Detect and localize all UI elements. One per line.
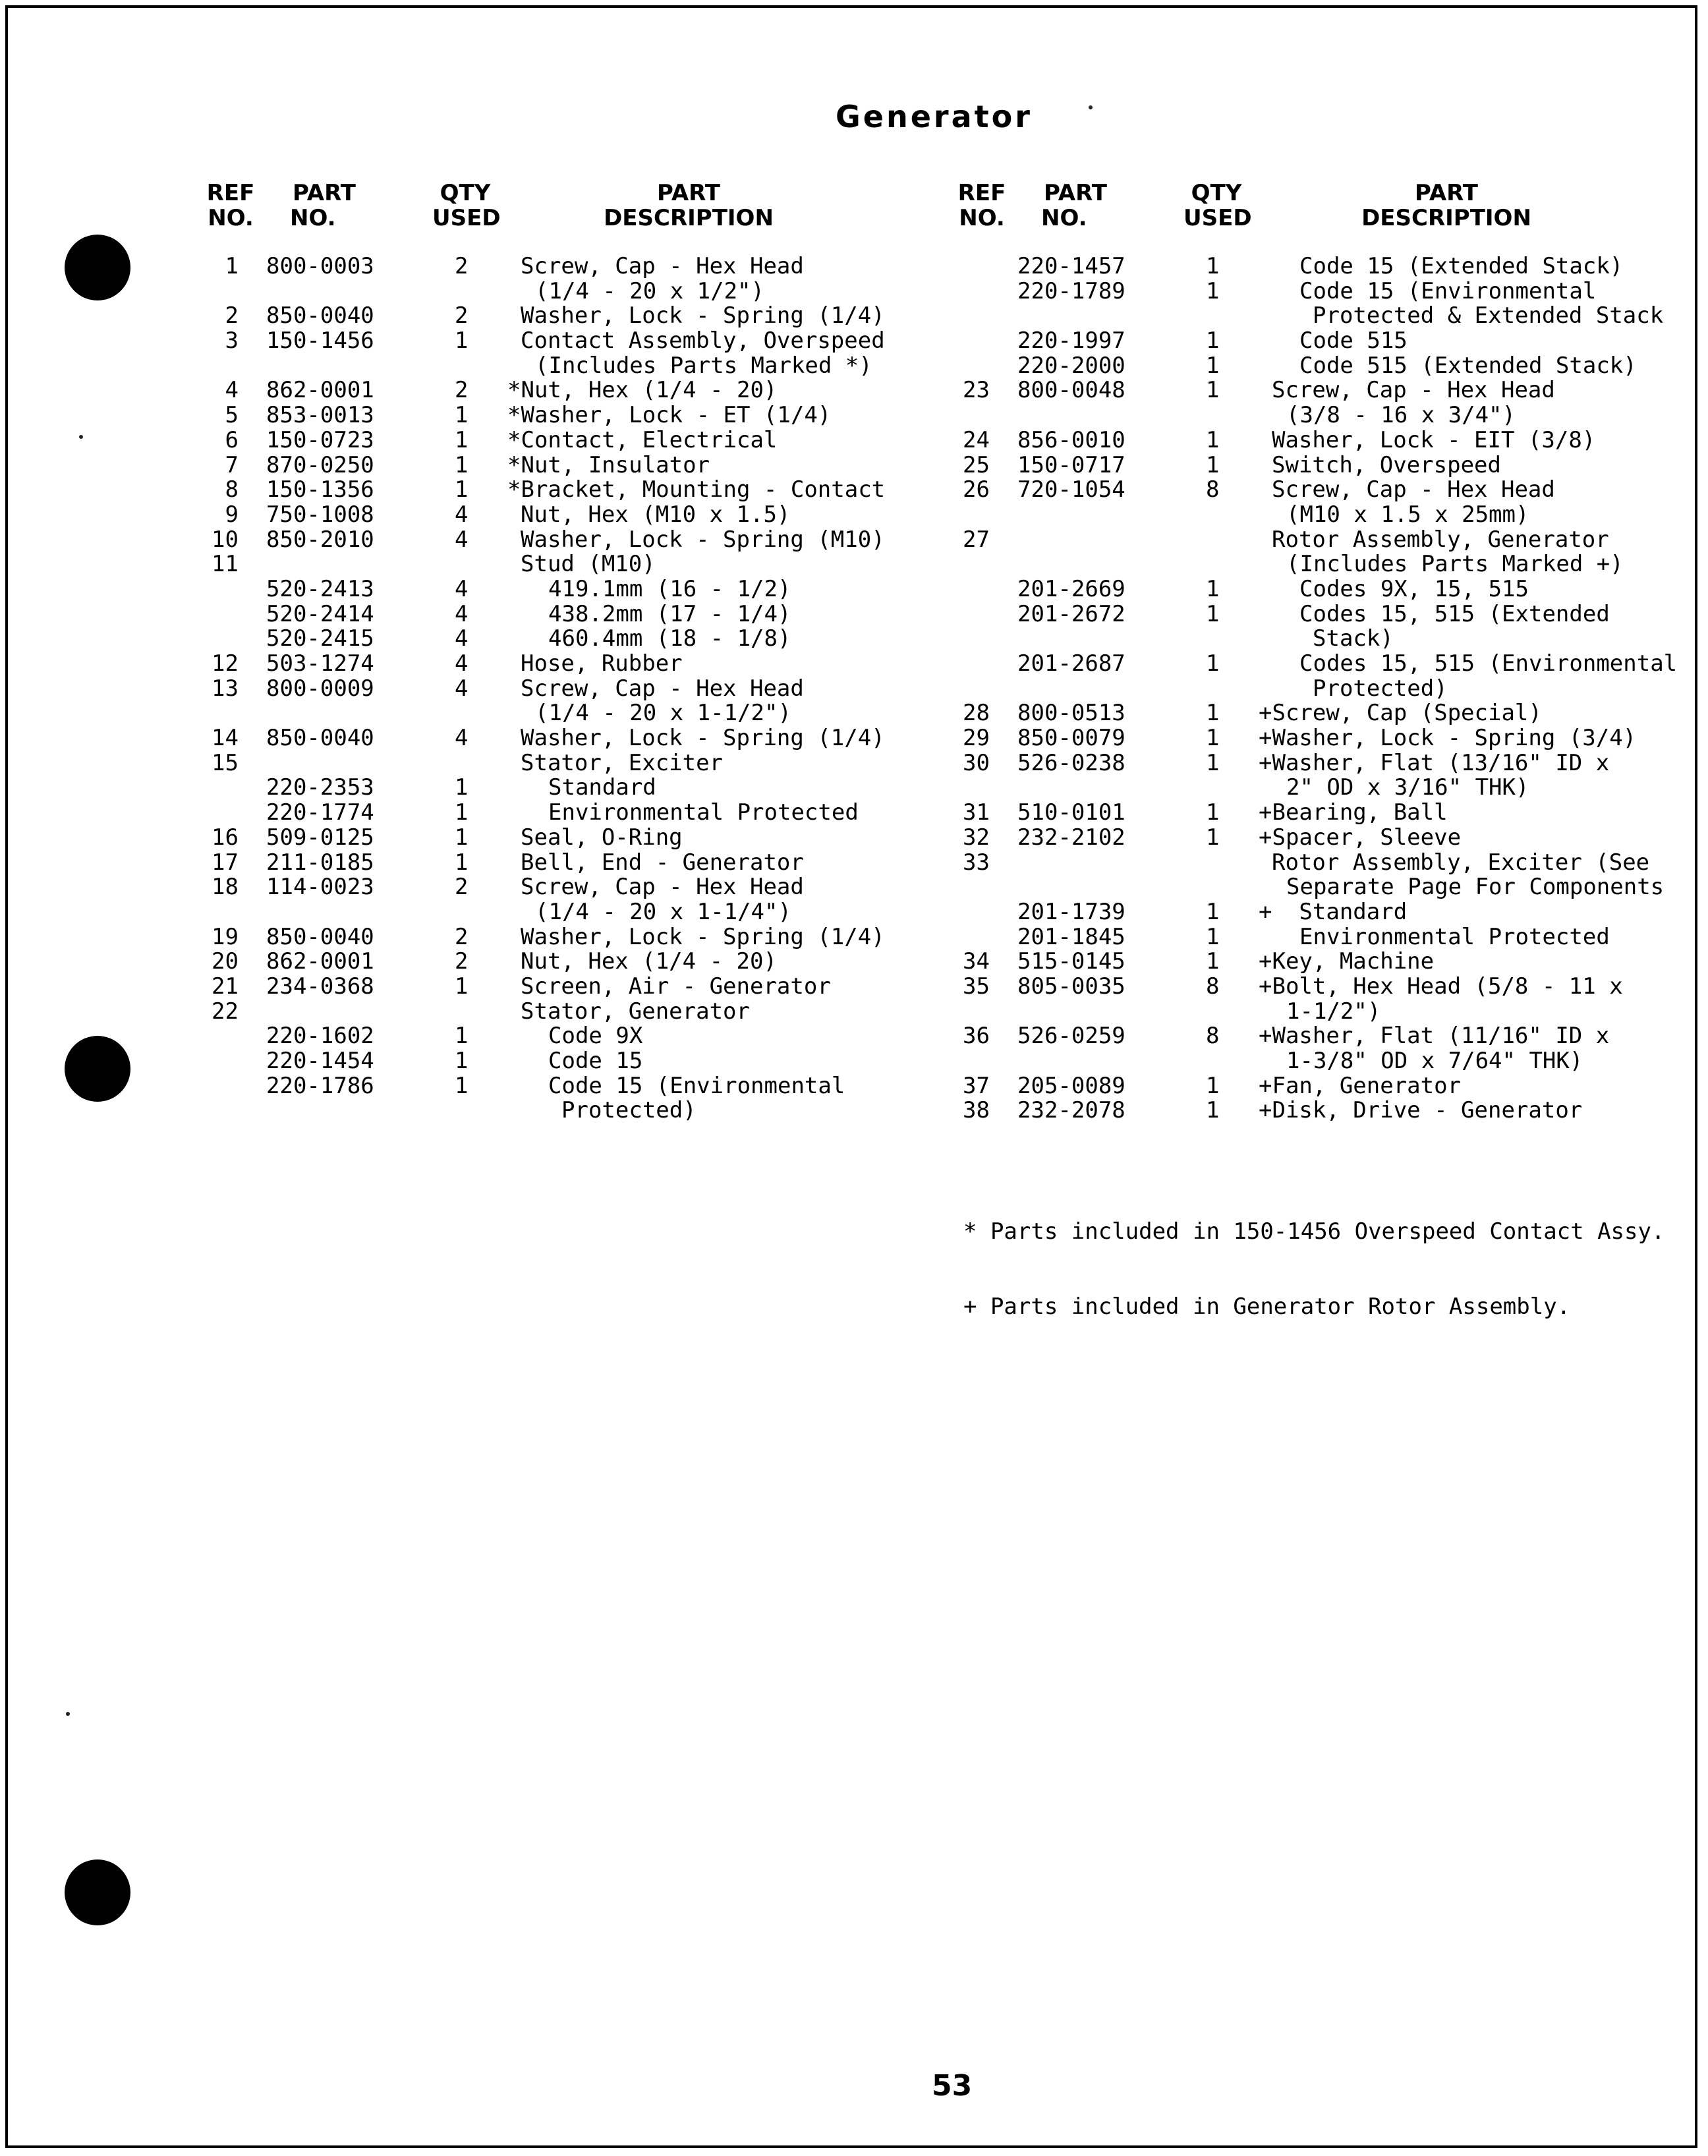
- ref-no-cell: 34: [963, 948, 990, 975]
- ref-no-cell: 36: [963, 1023, 990, 1050]
- qty-used-cell: 1: [1206, 650, 1220, 677]
- description-cell: Code 15 (Extended Stack): [1299, 253, 1624, 279]
- qty-used-cell: 4: [455, 625, 469, 652]
- table-row: [949, 776, 1687, 801]
- ref-no-cell: 23: [963, 377, 990, 404]
- description-cell: Rotor Assembly, Exciter (See: [1272, 849, 1650, 876]
- ref-no-cell: 35: [963, 973, 990, 1000]
- ref-no-cell: 29: [963, 725, 990, 752]
- qty-used-cell: 1: [455, 1048, 469, 1074]
- description-cell: Washer, Lock - EIT (3/8): [1272, 426, 1596, 453]
- description-cell: Environmental Protected: [548, 799, 859, 826]
- description-cell: Switch, Overspeed: [1272, 451, 1501, 478]
- description-cell: Nut, Hex (1/4 - 20): [521, 948, 777, 975]
- header-desc-left: PART DESCRIPTION: [604, 180, 774, 231]
- description-cell: Codes 15, 515 (Environmental: [1299, 650, 1678, 677]
- parts-list-right: [949, 254, 1687, 1123]
- description-cell: Washer, Lock - Spring (M10): [521, 526, 885, 553]
- description-cell: Screw, Cap - Hex Head: [521, 874, 804, 901]
- part-no-cell: 201-2672: [1017, 600, 1125, 627]
- table-row: [949, 1098, 1687, 1123]
- table-row: [949, 1000, 1687, 1025]
- description-cell: Washer, Lock - Spring (1/4): [521, 923, 885, 950]
- ref-no-cell: 17: [212, 849, 239, 876]
- header-ref-right: REF NO.: [957, 180, 1006, 231]
- table-row: [198, 279, 909, 304]
- table-row: [949, 552, 1687, 577]
- part-no-cell: 520-2415: [266, 625, 374, 652]
- qty-used-cell: 1: [1206, 948, 1220, 975]
- table-row: [949, 652, 1687, 677]
- description-cell: (3/8 - 16 x 3/4"): [1286, 402, 1516, 429]
- ref-no-cell: 20: [212, 948, 239, 975]
- description-cell: +Disk, Drive - Generator: [1259, 1097, 1583, 1124]
- part-no-cell: 150-0717: [1017, 451, 1125, 478]
- part-no-cell: 220-1997: [1017, 327, 1125, 355]
- table-row: [198, 851, 909, 876]
- part-no-cell: 520-2414: [266, 600, 374, 627]
- part-no-cell: 220-2353: [266, 774, 374, 801]
- description-cell: Environmental Protected: [1299, 923, 1610, 950]
- description-cell: +Bearing, Ball: [1259, 799, 1448, 826]
- qty-used-cell: 2: [455, 874, 469, 901]
- page-title: Generator: [836, 99, 1033, 134]
- part-no-cell: 150-1356: [266, 476, 374, 503]
- table-row: [198, 329, 909, 354]
- binder-hole-bottom: [65, 1859, 130, 1925]
- part-no-cell: 220-2000: [1017, 352, 1125, 379]
- table-row: [198, 652, 909, 677]
- header-qty-right: QTY USED: [1183, 180, 1252, 231]
- description-cell: (1/4 - 20 x 1-1/2"): [535, 700, 791, 727]
- description-cell: 1-1/2"): [1286, 998, 1381, 1025]
- table-row: [198, 726, 909, 751]
- description-cell: *Bracket, Mounting - Contact: [507, 476, 886, 503]
- description-cell: (Includes Parts Marked *): [535, 352, 872, 379]
- table-row: [949, 453, 1687, 478]
- ref-no-cell: 1: [225, 253, 239, 279]
- description-cell: +Bolt, Hex Head (5/8 - 11 x: [1259, 973, 1623, 1000]
- table-row: [949, 826, 1687, 851]
- part-no-cell: 750-1008: [266, 501, 374, 528]
- part-no-cell: 201-1845: [1017, 923, 1125, 950]
- qty-used-cell: 2: [455, 253, 469, 279]
- description-cell: Standard: [548, 774, 656, 801]
- ref-no-cell: 19: [212, 923, 239, 950]
- header-desc-right: PART DESCRIPTION: [1361, 180, 1531, 231]
- part-no-cell: 850-0040: [266, 923, 374, 950]
- qty-used-cell: 1: [455, 774, 469, 801]
- table-row: [198, 677, 909, 702]
- table-row: [949, 478, 1687, 503]
- qty-used-cell: 1: [1206, 898, 1220, 925]
- description-cell: Nut, Hex (M10 x 1.5): [521, 501, 791, 528]
- header-ref-left: REF NO.: [206, 180, 255, 231]
- qty-used-cell: 4: [455, 675, 469, 702]
- table-row: [949, 254, 1687, 279]
- part-no-cell: 232-2078: [1017, 1097, 1125, 1124]
- description-cell: Contact Assembly, Overspeed: [521, 327, 885, 355]
- description-cell: (M10 x 1.5 x 25mm): [1286, 501, 1529, 528]
- qty-used-cell: 1: [455, 451, 469, 478]
- description-cell: Code 15 (Environmental: [548, 1072, 845, 1099]
- ref-no-cell: 2: [225, 302, 239, 329]
- table-row: [949, 701, 1687, 726]
- table-row: [949, 354, 1687, 379]
- description-cell: Stator, Generator: [521, 998, 750, 1025]
- qty-used-cell: 1: [455, 849, 469, 876]
- qty-used-cell: 1: [1206, 799, 1220, 826]
- part-no-cell: 870-0250: [266, 451, 374, 478]
- part-no-cell: 850-0040: [266, 725, 374, 752]
- table-row: [949, 851, 1687, 876]
- part-no-cell: 850-2010: [266, 526, 374, 553]
- description-cell: Screw, Cap - Hex Head: [1272, 476, 1555, 503]
- scan-speck: [66, 1712, 70, 1716]
- ref-no-cell: 28: [963, 700, 990, 727]
- part-no-cell: 220-1602: [266, 1023, 374, 1050]
- qty-used-cell: 1: [455, 824, 469, 851]
- part-no-cell: 201-2687: [1017, 650, 1125, 677]
- table-row: [198, 701, 909, 726]
- ref-no-cell: 32: [963, 824, 990, 851]
- qty-used-cell: 1: [455, 973, 469, 1000]
- description-cell: Code 15 (Environmental: [1299, 277, 1597, 304]
- description-cell: (1/4 - 20 x 1-1/4"): [535, 898, 791, 925]
- qty-used-cell: 1: [455, 327, 469, 355]
- qty-used-cell: 1: [1206, 327, 1220, 355]
- description-cell: Protected): [1313, 675, 1448, 702]
- table-row: [198, 776, 909, 801]
- table-row: [198, 478, 909, 503]
- part-no-cell: 520-2413: [266, 575, 374, 602]
- table-row: [949, 726, 1687, 751]
- table-row: [949, 925, 1687, 950]
- qty-used-cell: 1: [1206, 824, 1220, 851]
- table-row: [198, 552, 909, 577]
- table-row: [198, 304, 909, 329]
- qty-used-cell: 2: [455, 923, 469, 950]
- table-row: [198, 950, 909, 975]
- ref-no-cell: 8: [225, 476, 239, 503]
- ref-no-cell: 3: [225, 327, 239, 355]
- qty-used-cell: 8: [1206, 1023, 1220, 1050]
- qty-used-cell: 1: [1206, 725, 1220, 752]
- part-no-cell: 234-0368: [266, 973, 374, 1000]
- table-row: [949, 304, 1687, 329]
- ref-no-cell: 38: [963, 1097, 990, 1124]
- ref-no-cell: 10: [212, 526, 239, 553]
- table-row: [949, 1024, 1687, 1049]
- part-no-cell: 526-0259: [1017, 1023, 1125, 1050]
- qty-used-cell: 1: [455, 476, 469, 503]
- table-row: [949, 627, 1687, 652]
- qty-used-cell: 1: [1206, 1097, 1220, 1124]
- description-cell: +Washer, Flat (13/16" ID x: [1259, 749, 1610, 776]
- table-row: [949, 1074, 1687, 1099]
- description-cell: (Includes Parts Marked +): [1286, 551, 1624, 578]
- description-cell: Separate Page For Components: [1286, 874, 1665, 901]
- qty-used-cell: 1: [1206, 426, 1220, 453]
- description-cell: *Nut, Insulator: [507, 451, 710, 478]
- ref-no-cell: 25: [963, 451, 990, 478]
- table-row: [949, 751, 1687, 776]
- description-cell: 460.4mm (18 - 1/8): [548, 625, 791, 652]
- part-no-cell: 805-0035: [1017, 973, 1125, 1000]
- header-qty-left: QTY USED: [432, 180, 501, 231]
- part-no-cell: 509-0125: [266, 824, 374, 851]
- qty-used-cell: 4: [455, 526, 469, 553]
- description-cell: Code 515 (Extended Stack): [1299, 352, 1637, 379]
- ref-no-cell: 16: [212, 824, 239, 851]
- table-row: [949, 279, 1687, 304]
- qty-used-cell: 1: [1206, 749, 1220, 776]
- table-row: [198, 503, 909, 528]
- part-no-cell: 220-1786: [266, 1072, 374, 1099]
- qty-used-cell: 1: [1206, 600, 1220, 627]
- table-row: [198, 254, 909, 279]
- description-cell: Code 515: [1299, 327, 1408, 355]
- table-row: [949, 975, 1687, 1000]
- description-cell: Screw, Cap - Hex Head: [1272, 377, 1555, 404]
- part-no-cell: 150-1456: [266, 327, 374, 355]
- table-row: [198, 354, 909, 379]
- ref-no-cell: 21: [212, 973, 239, 1000]
- part-no-cell: 220-1774: [266, 799, 374, 826]
- description-cell: +Spacer, Sleeve: [1259, 824, 1462, 851]
- table-row: [949, 1049, 1687, 1074]
- table-row: [198, 403, 909, 428]
- table-row: [949, 602, 1687, 627]
- footnote-asterisk: * Parts included in 150-1456 Overspeed Contact Assy.: [963, 1218, 1665, 1245]
- description-cell: *Contact, Electrical: [507, 426, 778, 453]
- part-no-cell: 503-1274: [266, 650, 374, 677]
- ref-no-cell: 26: [963, 476, 990, 503]
- description-cell: Bell, End - Generator: [521, 849, 804, 876]
- footnote-plus: + Parts included in Generator Rotor Assembly.: [963, 1293, 1571, 1320]
- ref-no-cell: 7: [225, 451, 239, 478]
- part-no-cell: 862-0001: [266, 948, 374, 975]
- table-row: [198, 577, 909, 602]
- ref-no-cell: 37: [963, 1072, 990, 1099]
- qty-used-cell: 4: [455, 650, 469, 677]
- qty-used-cell: 4: [455, 725, 469, 752]
- part-no-cell: 201-1739: [1017, 898, 1125, 925]
- qty-used-cell: 2: [455, 302, 469, 329]
- ref-no-cell: 33: [963, 849, 990, 876]
- part-no-cell: 720-1054: [1017, 476, 1125, 503]
- table-row: [949, 677, 1687, 702]
- table-row: [198, 1000, 909, 1025]
- part-no-cell: 232-2102: [1017, 824, 1125, 851]
- description-cell: Screw, Cap - Hex Head: [521, 675, 804, 702]
- qty-used-cell: 2: [455, 377, 469, 404]
- ref-no-cell: 24: [963, 426, 990, 453]
- table-row: [198, 1074, 909, 1099]
- description-cell: (1/4 - 20 x 1/2"): [535, 277, 764, 304]
- qty-used-cell: 4: [455, 600, 469, 627]
- table-row: [198, 428, 909, 453]
- description-cell: Stator, Exciter: [521, 749, 724, 776]
- qty-used-cell: 1: [455, 1072, 469, 1099]
- table-row: [949, 875, 1687, 900]
- part-no-cell: 862-0001: [266, 377, 374, 404]
- qty-used-cell: 1: [455, 402, 469, 429]
- description-cell: 1-3/8" OD x 7/64" THK): [1286, 1048, 1583, 1074]
- table-row: [949, 801, 1687, 826]
- qty-used-cell: 1: [1206, 1072, 1220, 1099]
- table-row: [198, 900, 909, 925]
- description-cell: Protected & Extended Stack: [1313, 302, 1664, 329]
- parts-list-left: [198, 254, 909, 1123]
- description-cell: +Washer, Lock - Spring (3/4): [1259, 725, 1637, 752]
- table-row: [198, 801, 909, 826]
- ref-no-cell: 18: [212, 874, 239, 901]
- description-cell: 2" OD x 3/16" THK): [1286, 774, 1529, 801]
- part-no-cell: 114-0023: [266, 874, 374, 901]
- description-cell: Stack): [1313, 625, 1394, 652]
- description-cell: Code 15: [548, 1048, 643, 1074]
- binder-hole-top: [65, 235, 130, 300]
- description-cell: 419.1mm (16 - 1/2): [548, 575, 791, 602]
- description-cell: 438.2mm (17 - 1/4): [548, 600, 791, 627]
- description-cell: +Key, Machine: [1259, 948, 1435, 975]
- description-cell: Protected): [561, 1097, 697, 1124]
- description-cell: *Washer, Lock - ET (1/4): [507, 402, 832, 429]
- qty-used-cell: 1: [1206, 575, 1220, 602]
- ref-no-cell: 12: [212, 650, 239, 677]
- part-no-cell: 800-0009: [266, 675, 374, 702]
- qty-used-cell: 2: [455, 948, 469, 975]
- ref-no-cell: 9: [225, 501, 239, 528]
- qty-used-cell: 1: [1206, 923, 1220, 950]
- qty-used-cell: 1: [1206, 700, 1220, 727]
- qty-used-cell: 1: [1206, 277, 1220, 304]
- table-row: [198, 627, 909, 652]
- table-row: [198, 975, 909, 1000]
- table-row: [198, 528, 909, 553]
- qty-used-cell: 4: [455, 575, 469, 602]
- ref-no-cell: 14: [212, 725, 239, 752]
- header-part-left: PART NO.: [290, 180, 356, 231]
- footnotes: [963, 1169, 1665, 1344]
- qty-used-cell: 1: [1206, 451, 1220, 478]
- part-no-cell: 800-0048: [1017, 377, 1125, 404]
- description-cell: Washer, Lock - Spring (1/4): [521, 302, 885, 329]
- header-part-right: PART NO.: [1041, 180, 1107, 231]
- description-cell: Seal, O-Ring: [521, 824, 683, 851]
- table-row: [949, 503, 1687, 528]
- qty-used-cell: 1: [455, 426, 469, 453]
- table-row: [949, 528, 1687, 553]
- part-no-cell: 205-0089: [1017, 1072, 1125, 1099]
- description-cell: Rotor Assembly, Generator: [1272, 526, 1609, 553]
- table-row: [198, 602, 909, 627]
- binder-hole-middle: [65, 1036, 130, 1102]
- qty-used-cell: 1: [1206, 253, 1220, 279]
- table-row: [198, 751, 909, 776]
- description-cell: Codes 9X, 15, 515: [1299, 575, 1529, 602]
- qty-used-cell: 1: [1206, 377, 1220, 404]
- part-no-cell: 510-0101: [1017, 799, 1125, 826]
- scan-speck: [79, 435, 83, 439]
- part-no-cell: 800-0003: [266, 253, 374, 279]
- qty-used-cell: 8: [1206, 476, 1220, 503]
- description-cell: *Nut, Hex (1/4 - 20): [507, 377, 778, 404]
- part-no-cell: 800-0513: [1017, 700, 1125, 727]
- table-row: [198, 453, 909, 478]
- part-no-cell: 220-1454: [266, 1048, 374, 1074]
- table-row: [198, 1024, 909, 1049]
- description-cell: +Fan, Generator: [1259, 1072, 1462, 1099]
- ref-no-cell: 4: [225, 377, 239, 404]
- table-row: [198, 826, 909, 851]
- description-cell: Washer, Lock - Spring (1/4): [521, 725, 885, 752]
- ref-no-cell: 13: [212, 675, 239, 702]
- qty-used-cell: 1: [1206, 352, 1220, 379]
- part-no-cell: 150-0723: [266, 426, 374, 453]
- part-no-cell: 201-2669: [1017, 575, 1125, 602]
- table-row: [949, 577, 1687, 602]
- description-cell: + Standard: [1259, 898, 1408, 925]
- part-no-cell: 211-0185: [266, 849, 374, 876]
- description-cell: Code 9X: [548, 1023, 643, 1050]
- part-no-cell: 515-0145: [1017, 948, 1125, 975]
- qty-used-cell: 8: [1206, 973, 1220, 1000]
- qty-used-cell: 4: [455, 501, 469, 528]
- part-no-cell: 856-0010: [1017, 426, 1125, 453]
- scan-speck: [1089, 105, 1093, 109]
- description-cell: +Screw, Cap (Special): [1259, 700, 1542, 727]
- description-cell: Codes 15, 515 (Extended: [1299, 600, 1610, 627]
- table-row: [949, 329, 1687, 354]
- description-cell: +Washer, Flat (11/16" ID x: [1259, 1023, 1610, 1050]
- ref-no-cell: 22: [212, 998, 239, 1025]
- part-no-cell: 850-0040: [266, 302, 374, 329]
- table-row: [949, 428, 1687, 453]
- ref-no-cell: 5: [225, 402, 239, 429]
- description-cell: Hose, Rubber: [521, 650, 683, 677]
- part-no-cell: 853-0013: [266, 402, 374, 429]
- table-row: [198, 925, 909, 950]
- ref-no-cell: 30: [963, 749, 990, 776]
- part-no-cell: 526-0238: [1017, 749, 1125, 776]
- page-number: 53: [932, 2069, 973, 2103]
- qty-used-cell: 1: [455, 1023, 469, 1050]
- table-row: [949, 403, 1687, 428]
- table-row: [198, 378, 909, 403]
- ref-no-cell: 27: [963, 526, 990, 553]
- description-cell: Screen, Air - Generator: [521, 973, 831, 1000]
- table-row: [949, 900, 1687, 925]
- table-row: [198, 875, 909, 900]
- table-row: [198, 1098, 909, 1123]
- ref-no-cell: 6: [225, 426, 239, 453]
- part-no-cell: 850-0079: [1017, 725, 1125, 752]
- qty-used-cell: 1: [455, 799, 469, 826]
- description-cell: Stud (M10): [521, 551, 656, 578]
- table-row: [949, 950, 1687, 975]
- ref-no-cell: 31: [963, 799, 990, 826]
- description-cell: Screw, Cap - Hex Head: [521, 253, 804, 279]
- table-row: [949, 378, 1687, 403]
- table-row: [198, 1049, 909, 1074]
- ref-no-cell: 11: [212, 551, 239, 578]
- ref-no-cell: 15: [212, 749, 239, 776]
- part-no-cell: 220-1789: [1017, 277, 1125, 304]
- part-no-cell: 220-1457: [1017, 253, 1125, 279]
